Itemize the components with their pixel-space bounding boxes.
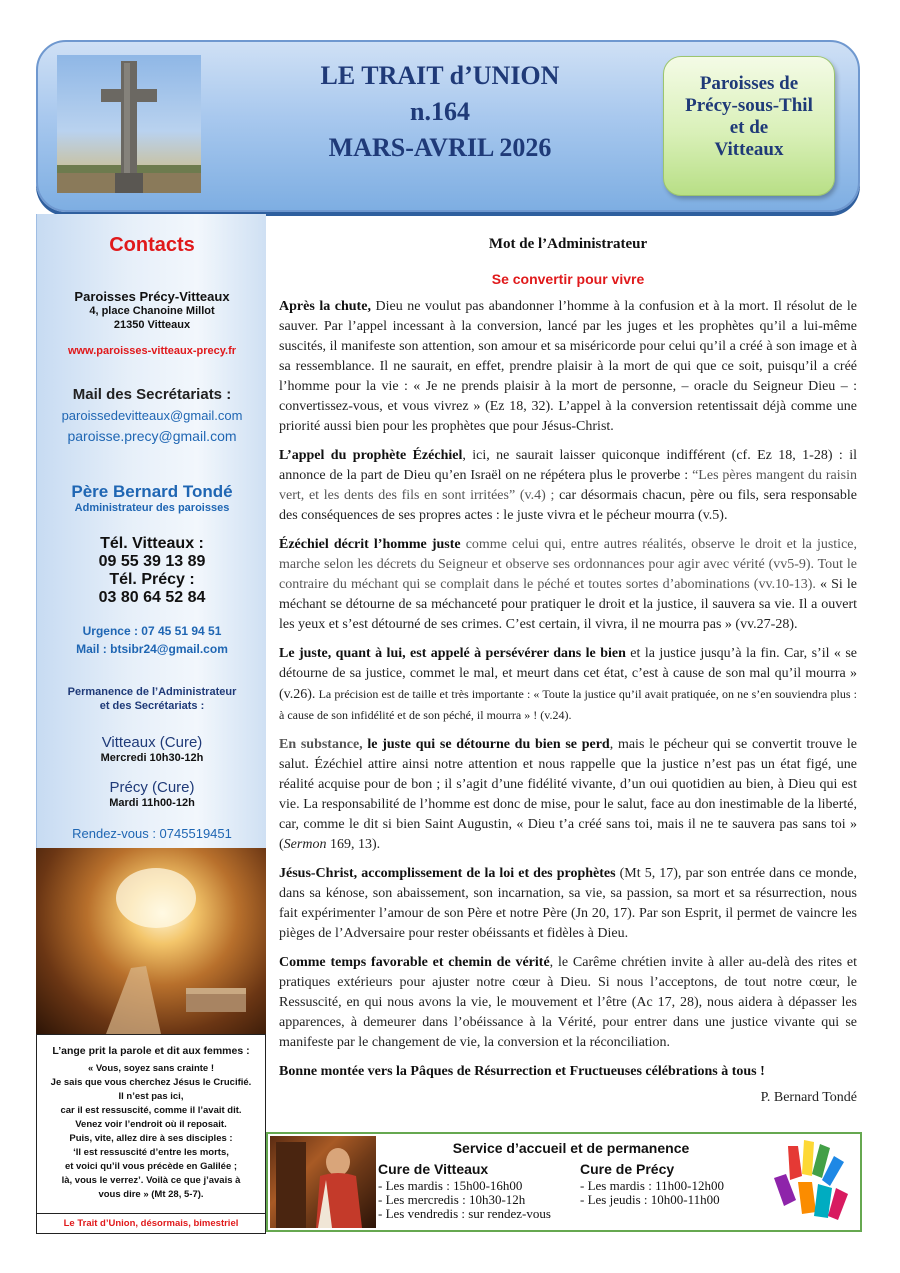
paragraph: En substance, le juste qui se détourne du bien se perd, mais le pécheur qui se convertit trouve le salut. Ézéchiel attire ainsi notre attention et nous rappelle que la justice n’est pas un état figé, une réalité acquise pour de bon ; il s’agit d’une fidélité vivante, d’un oui quotidien au bien, à Dieu qui est vie. La responsabilité de l’homme est donc de mise, pour le salut, face au don inestimable de la liberté, car, comme le dit si bien Saint Augustin, « Dieu t’a créé sans toi, mais il ne te sauvera pas sans toi » (Sermon 169, 13). [279,737,858,852]
tel-vitteaux-label: Tél. Vitteaux : [100,535,204,552]
quote-line: « Vous, soyez sans crainte ! [87,1063,214,1074]
quote-line: car il est ressuscité, comme il l’avait dit. [60,1105,242,1116]
article-subtitle: Se convertir pour vivre [491,271,645,287]
quote-line: Il n’est pas ici, [118,1091,184,1102]
tel-vitteaux: 09 55 39 13 89 [98,553,206,570]
vitteaux-time: Mercredi 10h30-12h [100,752,204,764]
parish-line: Vitteaux [714,139,784,160]
article-body [279,297,857,1117]
quote-line: Puis, vite, allez dire à ses disciples : [69,1133,233,1144]
service-title: Service d’accueil et de permanence [452,1140,690,1156]
quote-line: Venez voir l’endroit où il reposait. [75,1119,227,1130]
issue-date: MARS-AVRIL 2026 [328,133,552,162]
priest-role: Administrateur des paroisses [74,502,230,514]
paragraph: Après la chute, Dieu ne voulut pas abandonner l’homme à la confusion et à la mort. Il résolut de le sauver. Par l’appel incessant à la conversion, lancé par les juges et les prophètes qu’il a lui-même suscités, il manifeste son attention, son amour et sa miséricorde pour celui qu’il a créé à son image et à sa ressemblance. Il ne saurait, en effet, prendre plaisir à la mort de qui que ce soit, puisqu’il a créé l’homme pour la vie : « Je ne prends plaisir à la mort de personne, – oracle du Seigneur Dieu – : convertissez-vous, et vous vivrez » (Ez 18, 32). L’appel à la conversion retentissait déjà comme une priorité aussi bien pour les prophètes que pour Jésus-Christ. [279,299,858,434]
precy-heading: Cure de Précy [580,1161,675,1177]
hours-line: - Les mardis : 15h00-16h00 [378,1178,523,1193]
website-link[interactable]: www.paroisses-vitteaux-precy.fr [67,345,237,357]
priest-name: Père Bernard Tondé [71,482,233,501]
address-street: 4, place Chanoine Millot [89,305,215,317]
vitteaux-heading: Cure de Vitteaux [378,1161,489,1177]
hours-line: - Les jeudis : 10h00-11h00 [580,1192,720,1207]
vitteaux-hours [378,1162,551,1221]
quote-line: ‘Il est ressuscité d’entre les morts, [73,1147,229,1158]
service-box [266,1132,862,1232]
empty-tomb-image [36,848,266,1034]
cross-icon [57,55,201,193]
cross-photo [57,55,201,193]
issue-number: n.164 [410,97,470,126]
quote-line: vous dire » (Mt 28, 5-7). [98,1189,204,1200]
easter-quote-box [36,1034,266,1234]
hours-line: - Les mercredis : 10h30-12h [378,1192,526,1207]
quote-line: Je sais que vous cherchez Jésus le Crucifié. [50,1077,252,1088]
closing-line: Bonne montée vers la Pâques de Résurrection et Fructueuses célébrations à tous ! [279,1064,765,1079]
paragraph: Jésus-Christ, accomplissement de la loi et des prophètes (Mt 5, 17), par son entrée dans ce monde, dans sa kénose, son abaissement, son incarnation, sa vie, sa passion, sa mort et sa résurrection, nous fait expérimenter l’amour de son Père et notre Père (Jn 20, 17). Par son Esprit, il permet de vaincre les pièges de l’Adversaire pour rester obéissants et fidèles à Dieu. [279,866,858,941]
precy-time: Mardi 11h00-12h [109,797,195,809]
newsletter-title [270,58,610,166]
parish-line: et de [729,117,769,138]
address-city: 21350 Vitteaux [113,319,191,331]
permanence-heading: et des Secrétariats : [99,700,205,712]
quote-footer: Le Trait d’Union, désormais, bimestriel [37,1213,265,1233]
precy-place: Précy (Cure) [109,779,195,796]
article-title: Mot de l’Administrateur [488,236,648,252]
priest-mail-link[interactable]: Mail : btsibr24@gmail.com [76,642,228,656]
tel-precy-label: Tél. Précy : [109,571,195,588]
permanence-heading: Permanence de l’Administrateur [67,686,237,698]
tel-precy: 03 80 64 52 84 [98,589,206,606]
address-name: Paroisses Précy-Vitteaux [74,289,230,304]
quote-line: et voici qu’il vous précède en Galilée ; [64,1161,238,1172]
jesus-knocking-image [270,1136,376,1228]
colorful-hands-icon [768,1138,854,1226]
precy-hours [580,1162,724,1207]
vitteaux-place: Vitteaux (Cure) [101,734,203,751]
urgence-phone: Urgence : 07 45 51 94 51 [82,624,222,638]
parish-line: Précy-sous-Thil [685,95,813,116]
quote-intro: L’ange prit la parole et dit aux femmes : [52,1045,250,1057]
signature: P. Bernard Tondé [760,1090,857,1105]
quote-line: là, vous le verrez’. Voilà ce que j’avais à [61,1175,241,1186]
parish-line: Paroisses de [699,73,799,94]
paragraph: Ézéchiel décrit l’homme juste comme celui qui, entre autres réalités, observe le droit et la justice, marche selon les décrets du Seigneur et observe ses ordonnances pour agir avec vérité (vv5-9). Tout le contraire du méchant qui se complait dans le péché et toutes sortes d’abominations (vv.10-13). « Si le méchant se détourne de sa méchanceté pour pratiquer le droit et la justice, il sauvera sa vie. Il a ouvert les yeux et s’est détourné de ses crimes. C’est certain, il vivra, il ne mourra pas » (vv.27-28). [279,537,858,632]
hours-line: - Les vendredis : sur rendez-vous [378,1206,551,1221]
paragraph: L’appel du prophète Ézéchiel, ici, ne saurait laisser quiconque indifférent (cf. Ez 18, 1-28) : il annonce de la part de Dieu qu’en Israël on ne répétera plus le proverbe : “Les pères mangent du raisin vert, et les dents des fils en sont irritées” (v.4) ; car désormais chacun, père ou fils, sera responsable des conséquences de ses propres actes : le juste vivra et le pécheur mourra (v.5). [279,448,858,523]
paragraph: Comme temps favorable et chemin de vérité, le Carême chrétien invite à aller au-delà des rites et pratiques extérieurs pour ajuster notre cœur à Dieu. Si nous l’acceptons, de tout notre cœur, le Ressuscité, en qui nous avons la vie, le mouvement et l’être (Ac 17, 28), nous aidera à dépasser les apparences, à demeurer dans l’obéissance à la Vérité, pour entrer dans une justice vivante qui se manifeste par le changement de vie, la conversion et la réconciliation. [279,955,858,1050]
parish-box [663,56,835,196]
contacts-sidebar [36,214,266,848]
title-line: LE TRAIT d’UNION [320,61,560,90]
hours-line: - Les mardis : 11h00-12h00 [580,1178,724,1193]
mail-heading: Mail des Secrétariats : [72,386,232,403]
mail-vitteaux-link[interactable]: paroissedevitteaux@gmail.com [61,408,243,423]
mail-precy-link[interactable]: paroisse.precy@gmail.com [67,428,237,444]
paragraph: Le juste, quant à lui, est appelé à persévérer dans le bien et la justice jusqu’à la fin. Car, s’il « se détourne de sa justice, commet le mal, et meurt dans cet état, c’est à cause de son mal qu’il mourra » (v.26). La précision est de taille et très importante : « Toute la justice qu’il avait pratiquée, on ne s’en souviendra plus : à cause de son infidélité et de son péché, il mourra » ! (v.24). [279,646,857,722]
contacts-heading: Contacts [109,234,195,256]
rendezvous-phone: Rendez-vous : 0745519451 [72,826,232,841]
